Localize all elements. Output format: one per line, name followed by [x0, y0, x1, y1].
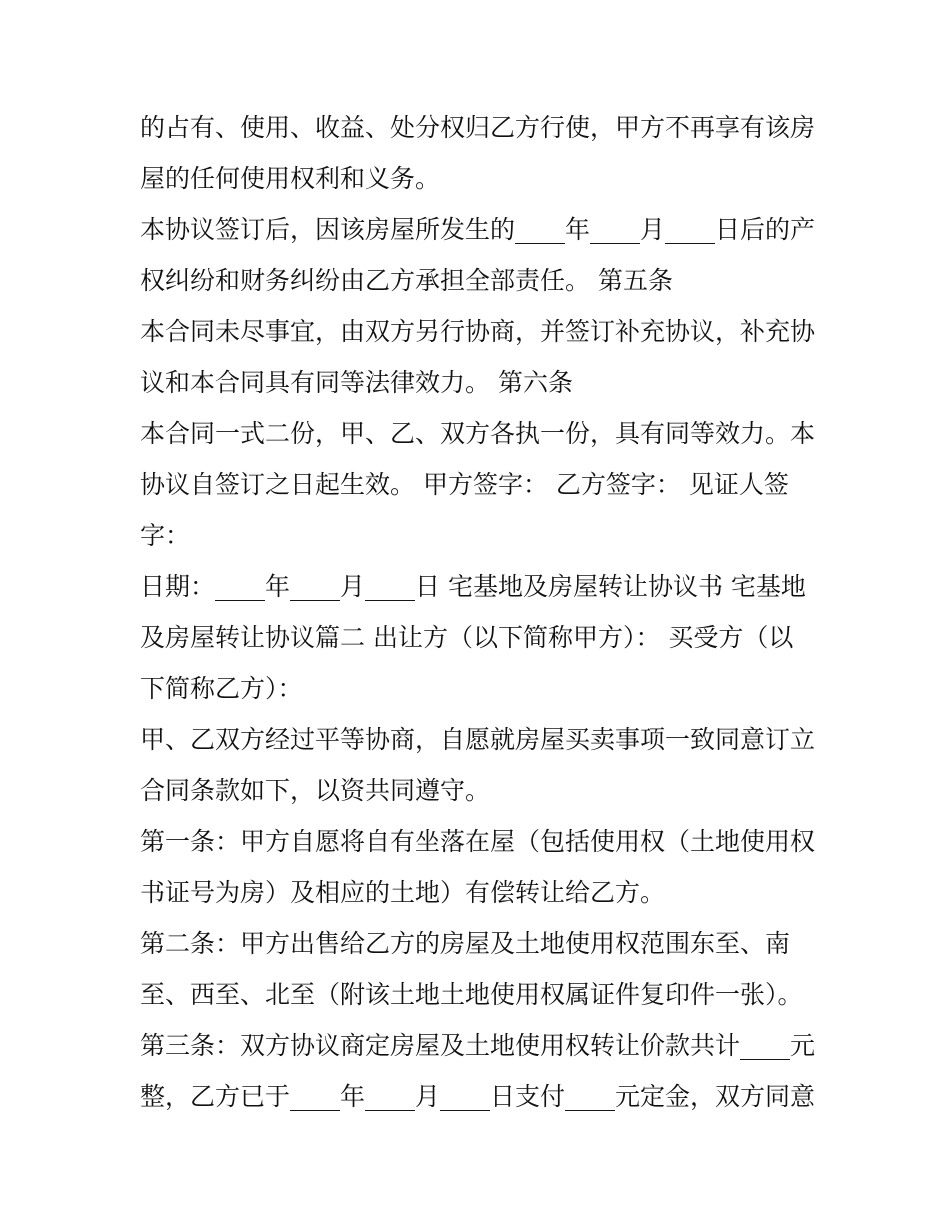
text-line: 屋的任何使用权利和义务。 [140, 164, 441, 193]
text-line: 第三条：双方协议商定房屋及土地使用权转让价款共计____元 [140, 1031, 816, 1060]
text-line: 字： [140, 521, 191, 550]
text-line: 协议自签订之日起生效。 甲方签字： 乙方签字： 见证人签 [140, 470, 789, 499]
text-line: 下简称乙方）： [140, 674, 303, 703]
text-line: 本合同未尽事宜，由双方另行协商，并签订补充协议，补充协 [140, 317, 816, 346]
text-line: 本协议签订后，因该房屋所发生的____年____月____日后的产 [140, 215, 816, 244]
text-line: 的占有、使用、收益、处分权归乙方行使，甲方不再享有该房 [140, 113, 816, 142]
text-line: 第一条：甲方自愿将自有坐落在屋（包括使用权（土地使用权 [140, 827, 816, 856]
text-line: 本合同一式二份，甲、乙、双方各执一份，具有同等效力。本 [140, 419, 816, 448]
text-line: 议和本合同具有同等法律效力。 第六条 [140, 368, 573, 397]
text-line: 合同条款如下，以资共同遵守。 [140, 776, 491, 805]
text-line: 及房屋转让协议篇二 出让方（以下简称甲方）： 买受方（以 [140, 623, 794, 652]
text-line: 至、西至、北至（附该土地土地使用权属证件复印件一张）。 [140, 980, 803, 1009]
text-line: 权纠纷和财务纠纷由乙方承担全部责任。 第五条 [140, 266, 673, 295]
text-line: 日期：____年____月____日 宅基地及房屋转让协议书 宅基地 [140, 572, 806, 601]
text-line: 书证号为房）及相应的土地）有偿转让给乙方。 [140, 878, 666, 907]
text-line: 第二条：甲方出售给乙方的房屋及土地使用权范围东至、南 [140, 929, 791, 958]
text-line: 甲、乙双方经过平等协商，自愿就房屋买卖事项一致同意订立 [140, 725, 816, 754]
text-line: 整，乙方已于____年____月____日支付____元定金，双方同意 [140, 1082, 816, 1111]
document-body [140, 102, 820, 1122]
